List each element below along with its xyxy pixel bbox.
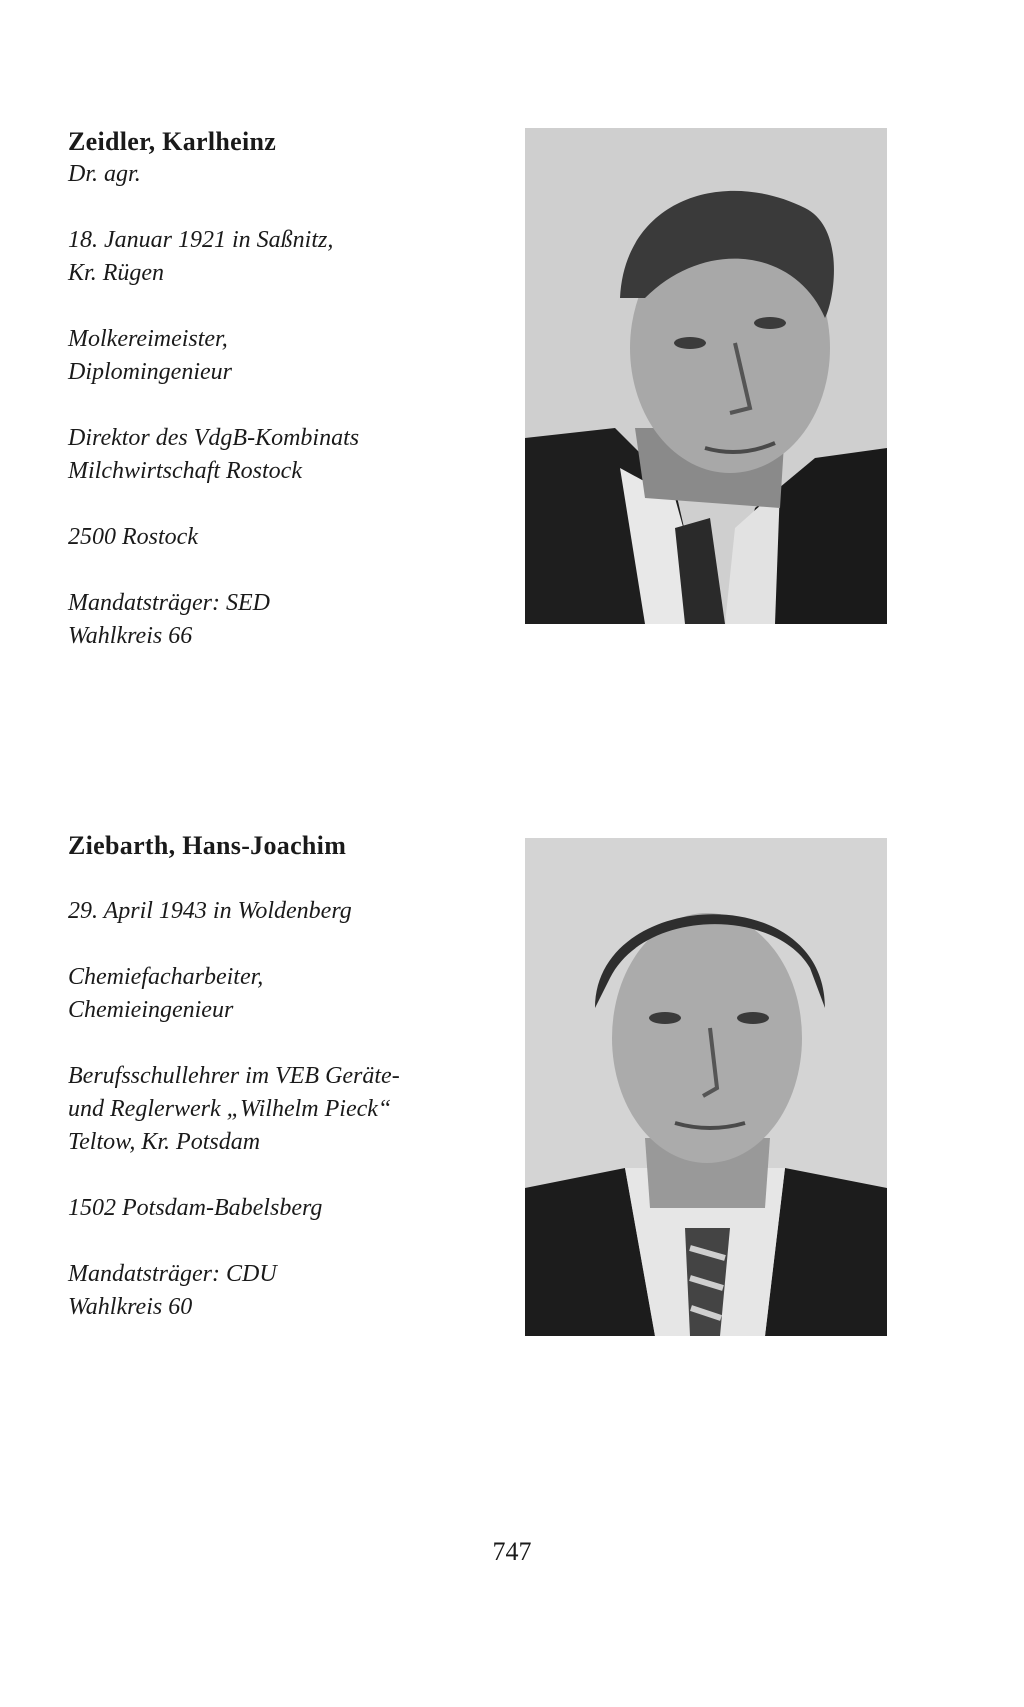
- entry-position-line-1: Berufsschullehrer im VEB Geräte-: [68, 1063, 400, 1089]
- page-number: 747: [492, 1537, 532, 1566]
- entry-profession-line-2: Diplomingenieur: [68, 359, 232, 385]
- entry-mandate-line-2: Wahlkreis 66: [68, 623, 193, 649]
- portrait-image: [525, 838, 887, 1336]
- entry-position-line-2: und Reglerwerk „Wilhelm Pieck“: [68, 1096, 392, 1122]
- entry-birth-line-2: Kr. Rügen: [68, 260, 164, 286]
- entry-profession-line-1: Chemiefacharbeiter,: [68, 964, 264, 990]
- entry-mandate-line-2: Wahlkreis 60: [68, 1294, 193, 1320]
- entry-zeidler: [68, 126, 508, 653]
- entry-position-line-3: Teltow, Kr. Potsdam: [68, 1129, 261, 1155]
- entry-position-line-1: Direktor des VdgB-Kombinats: [68, 425, 360, 451]
- entry-mandate-line-1: Mandatsträger: SED: [68, 590, 270, 616]
- entry-position-line-2: Milchwirtschaft Rostock: [68, 458, 302, 484]
- entry-academic-title: Dr. agr.: [68, 161, 141, 187]
- entry-address: 2500 Rostock: [68, 524, 198, 550]
- entry-birth-line-1: 29. April 1943 in Woldenberg: [68, 898, 352, 924]
- entry-birth-line-1: 18. Januar 1921 in Saßnitz,: [68, 227, 334, 253]
- entry-ziebarth: [68, 830, 508, 1324]
- entry-profession-line-2: Chemieingenieur: [68, 997, 234, 1023]
- portrait-photo-ziebarth: [525, 838, 887, 1336]
- entry-address: 1502 Potsdam-Babelsberg: [68, 1195, 323, 1221]
- portrait-image: [525, 128, 887, 624]
- entry-mandate-line-1: Mandatsträger: CDU: [68, 1261, 277, 1287]
- portrait-photo-zeidler: [525, 128, 887, 624]
- entry-profession-line-1: Molkereimeister,: [68, 326, 228, 352]
- entry-name: Ziebarth, Hans-Joachim: [68, 831, 347, 860]
- entry-name: Zeidler, Karlheinz: [68, 127, 277, 156]
